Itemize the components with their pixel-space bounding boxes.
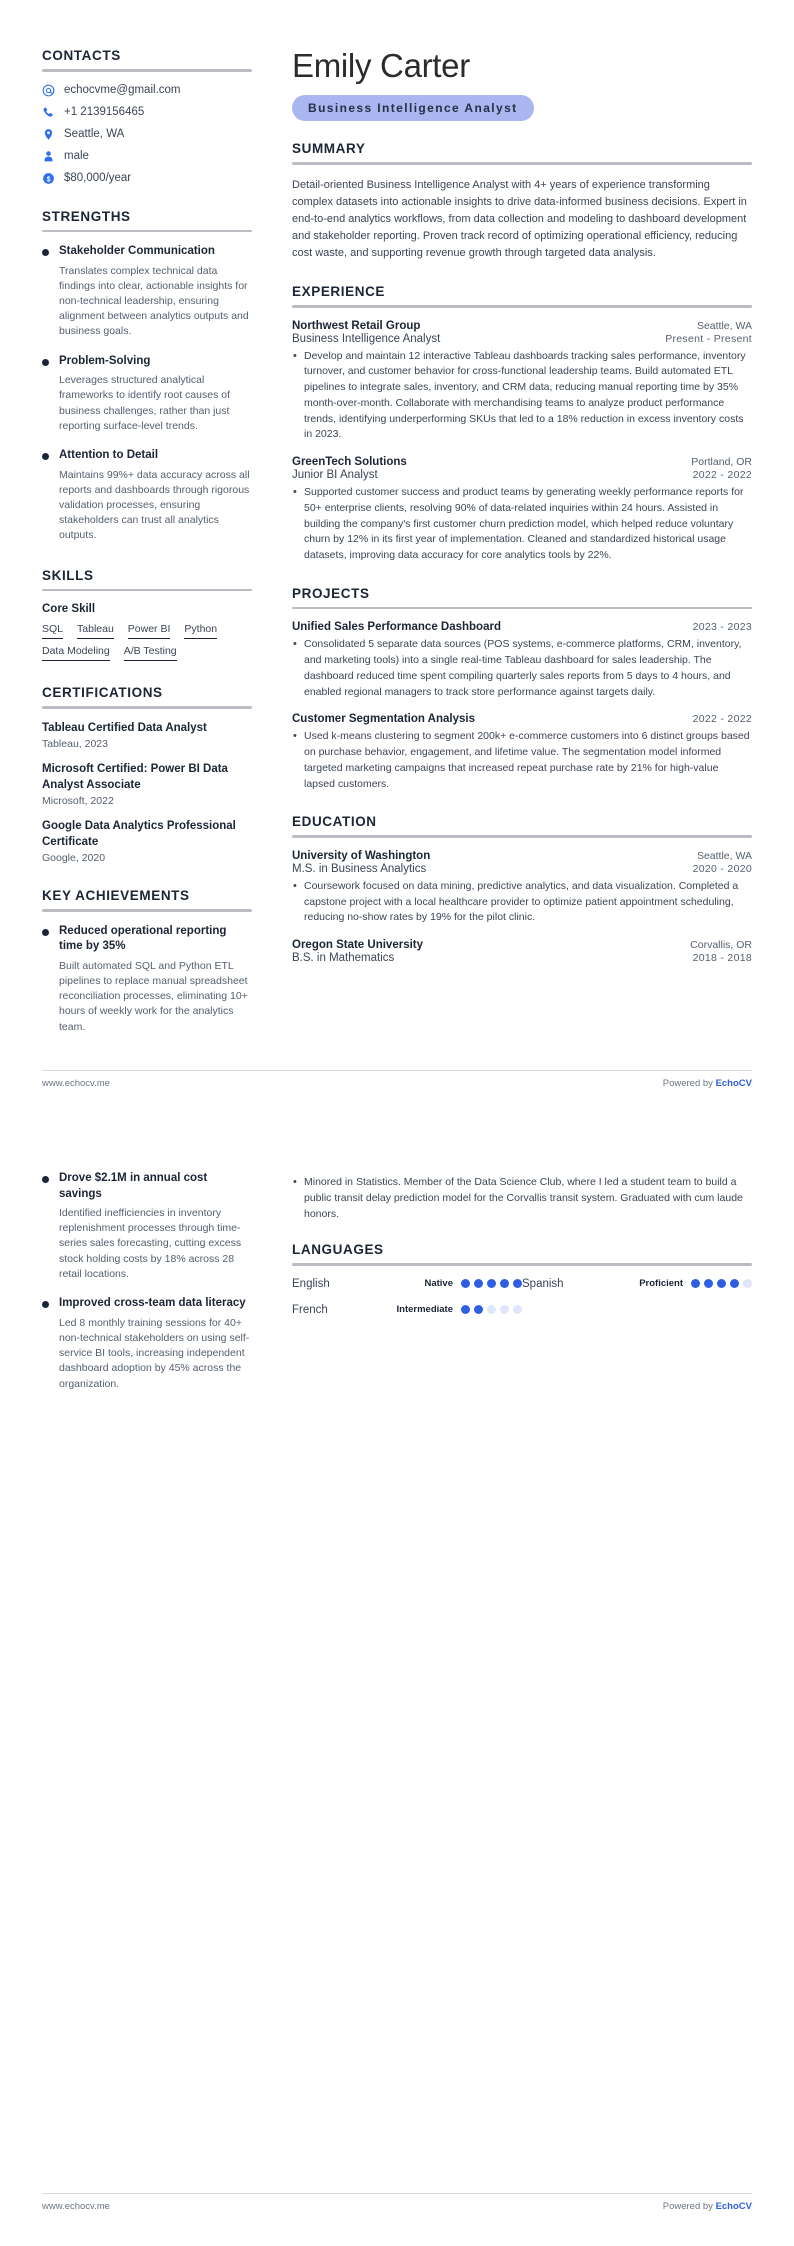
experience-bullet: • Develop and maintain 12 interactive Tableau dashboards tracking sales performance, inventory turnover, and customer behavior for cross-functional leadership teams. Build automated ETL pipelines to integrate sales, inventory, and CRM data, reducing manual reporting time by 35% month-over-month. Collaborate with merchandising teams to analyze product performance trends, identifying underperforming SKUs that led to a 18% reduction in excess inventory costs in 2023.: [292, 349, 752, 444]
key-achievements-section: [42, 888, 252, 1035]
main-column-continued: [274, 1171, 752, 1338]
bullet-dot-icon: [42, 453, 49, 460]
proficiency-dot: [513, 1279, 522, 1288]
proficiency-dot: [461, 1279, 470, 1288]
experience-heading: EXPERIENCE: [292, 284, 386, 300]
projects-heading: PROJECTS: [292, 585, 370, 601]
contact-salary-value: $80,000/year: [64, 172, 132, 184]
proficiency-dot: [474, 1305, 483, 1314]
strength-title: Problem-Solving: [59, 354, 151, 367]
project-bullet: • Consolidated 5 separate data sources (POS systems, e-commerce platforms, CRM, inventory, and marketing tools) into a single real-time Tableau dashboard for sales leadership. The dashboard reduced time spent compiling quarterly sales reports from 5 days to 4 hours, and enabled regional managers to track store performance against targets daily.: [292, 637, 752, 700]
languages-list: [292, 1278, 752, 1316]
page-1-columns: [42, 48, 752, 1059]
footer-powered-prefix: Powered by: [662, 2201, 716, 2212]
achievement-title: Reduced operational reporting time by 35%: [59, 924, 227, 953]
footer-brand-name: EchoCV: [715, 2201, 752, 2212]
strength-item: [42, 244, 252, 340]
education-institution: Oregon State University: [292, 939, 424, 952]
summary-heading: SUMMARY: [292, 141, 366, 157]
language-proficiency-dots: [691, 1279, 752, 1288]
experience-organization: GreenTech Solutions: [292, 456, 407, 469]
contact-email[interactable]: [42, 84, 252, 97]
section-divider: [42, 589, 252, 592]
education-entry: [292, 850, 752, 926]
achievement-description: Built automated SQL and Python ETL pipelines to replace manual spreadsheet reconciliation processes, eliminating 10+ hours of weekly work for the analytics team.: [59, 959, 248, 1033]
language-name: Spanish: [522, 1277, 564, 1290]
languages-section: [292, 1242, 752, 1316]
certifications-section: [42, 685, 252, 864]
contact-location-value: Seattle, WA: [64, 128, 125, 140]
summary-text: Detail-oriented Business Intelligence Analyst with 4+ years of experience transforming complex datasets into actionable insights to drive data-informed business decisions. Expert in end-to-end analytics workflows, from data collection and modeling to dashboard development and stakeholder reporting. Proven track record of optimizing operational efficiency, reducing cost waste, and supporting revenue growth through targeted data analysis.: [292, 178, 747, 259]
project-dates: 2023 - 2023: [692, 621, 752, 634]
location-pin-icon: [42, 128, 55, 141]
achievement-title: Drove $2.1M in annual cost savings: [59, 1172, 208, 1200]
projects-section: [292, 586, 752, 793]
certification-item: [42, 762, 252, 807]
footer-brand-name: EchoCV: [715, 1078, 752, 1089]
education-section: [292, 814, 752, 964]
proficiency-dot: [691, 1279, 700, 1288]
certifications-heading: CERTIFICATIONS: [42, 685, 163, 701]
section-divider: [42, 230, 252, 233]
footer-site-url[interactable]: www.echocv.me: [42, 1078, 110, 1089]
certification-item: [42, 819, 252, 864]
key-achievements-heading: KEY ACHIEVEMENTS: [42, 888, 190, 904]
experience-location: Seattle, WA: [696, 319, 752, 332]
experience-section: [292, 284, 752, 564]
education-location: Seattle, WA: [696, 849, 752, 862]
section-divider: [292, 607, 752, 610]
contact-gender: [42, 150, 252, 163]
proficiency-dot: [743, 1279, 752, 1288]
certification-issuer: Tableau, 2023: [42, 738, 108, 751]
experience-bullet: • Supported customer success and product teams by generating weekly performance reports for 50+ enterprise clients, resolving 90% of data-related inquiries within 24 hours. Assisted in building the company's first customer churn prediction model, which helped reduce voluntary churn by 12% in its first year of implementation. Cleaned and standardized historical usage datasets, improving data accuracy for core analytics tools by 22%.: [292, 485, 752, 564]
proficiency-dot: [500, 1305, 509, 1314]
experience-bullet-list: [292, 349, 752, 444]
bullet-dot-icon: [42, 1176, 49, 1183]
experience-role: Business Intelligence Analyst: [292, 332, 441, 345]
section-divider: [42, 69, 252, 72]
contact-phone[interactable]: [42, 106, 252, 119]
summary-section: [292, 141, 752, 262]
bullet-dot-icon: [42, 359, 49, 366]
education-bullet: • Minored in Statistics. Member of the Data Science Club, where I led a student team to build a public transit delay prediction model for the Corvallis transit system. Graduated with cum laude honors.: [292, 1175, 752, 1222]
language-proficiency-dots: [461, 1279, 522, 1288]
sidebar-column: [42, 48, 274, 1059]
strength-description: Maintains 99%+ data accuracy across all reports and dashboards through rigorous validation processes, ensuring stakeholders can trust all analytics outputs.: [59, 468, 250, 542]
footer-powered-by: [663, 2201, 752, 2212]
skills-section: [42, 568, 252, 662]
phone-icon: [42, 106, 55, 119]
experience-dates: 2022 - 2022: [692, 469, 752, 482]
strength-item: [42, 354, 252, 434]
experience-entry: [292, 456, 752, 564]
experience-role: Junior BI Analyst: [292, 469, 378, 482]
page-2-columns: [42, 1171, 752, 1406]
skills-heading: SKILLS: [42, 567, 94, 583]
project-entry: [292, 621, 752, 700]
strength-title: Attention to Detail: [59, 449, 159, 461]
project-bullet-list: [292, 729, 752, 792]
page-2-footer: [42, 2193, 752, 2212]
footer-divider: [42, 1070, 752, 1071]
strengths-heading: STRENGTHS: [42, 208, 131, 224]
person-icon: [42, 150, 55, 163]
language-level: Proficient: [639, 1278, 683, 1290]
bullet-dot-icon: [42, 249, 49, 256]
contact-gender-value: male: [64, 150, 89, 162]
language-item: [292, 1278, 522, 1290]
contact-email-value: echocvme@gmail.com: [64, 84, 181, 96]
certification-name: Microsoft Certified: Power BI Data Analyst Associate: [42, 763, 228, 791]
skill-tag: Python: [184, 623, 217, 639]
proficiency-dot: [704, 1279, 713, 1288]
language-item: [292, 1304, 522, 1316]
project-entry: [292, 713, 752, 792]
skill-tag: Data Modeling: [42, 645, 110, 661]
project-dates: 2022 - 2022: [692, 713, 752, 726]
education-institution: University of Washington: [292, 849, 431, 862]
languages-heading: LANGUAGES: [292, 1242, 384, 1258]
strength-title: Stakeholder Communication: [59, 245, 215, 257]
achievement-title: Improved cross-team data literacy: [59, 1297, 246, 1310]
contact-salary: [42, 172, 252, 185]
experience-location: Portland, OR: [691, 456, 752, 469]
skill-tag: Power BI: [128, 623, 171, 639]
language-name: French: [292, 1303, 328, 1316]
contacts-section: [42, 48, 252, 185]
proficiency-dot: [461, 1305, 470, 1314]
achievement-item: [42, 1171, 252, 1282]
contact-phone-value: +1 2139156465: [64, 106, 145, 118]
proficiency-dot: [513, 1305, 522, 1314]
proficiency-dot: [500, 1279, 509, 1288]
svg-text:$: $: [46, 175, 51, 183]
achievement-item: [42, 1296, 252, 1392]
bullet-dot-icon: [42, 929, 49, 936]
skill-tag: A/B Testing: [124, 645, 177, 661]
sidebar-column-continued: [42, 1171, 274, 1406]
achievement-description: Led 8 monthly training sessions for 40+ non-technical stakeholders on using self-service BI tools, increasing independent dashboard adoption by 45% across the organization.: [59, 1316, 250, 1390]
education-degree: B.S. in Mathematics: [292, 952, 395, 965]
section-divider: [42, 909, 252, 912]
page-title: Emily Carter: [292, 47, 470, 84]
section-divider: [292, 835, 752, 838]
page-1-footer: [42, 1070, 752, 1089]
proficiency-dot: [474, 1279, 483, 1288]
bullet-dot-icon: [42, 1301, 49, 1308]
section-divider: [292, 305, 752, 308]
proficiency-dot: [487, 1305, 496, 1314]
footer-powered-prefix: Powered by: [662, 1078, 716, 1089]
strength-description: Translates complex technical data findings into clear, actionable insights for non-technical leadership, ensuring alignment between analytics outputs and business goals.: [59, 264, 249, 338]
certification-issuer: Google, 2020: [42, 852, 106, 865]
strength-item: [42, 448, 252, 544]
education-bullet: • Coursework focused on data mining, predictive analytics, and data visualization. Completed a capstone project with a local healthcare provider to optimize patient appointment scheduling, reducing no-show rates by 19% for the pilot clinic.: [292, 879, 752, 926]
contact-location: [42, 128, 252, 141]
education-degree: M.S. in Business Analytics: [292, 862, 427, 875]
language-level: Native: [424, 1278, 453, 1290]
project-name: Unified Sales Performance Dashboard: [292, 621, 501, 634]
project-name: Customer Segmentation Analysis: [292, 713, 475, 726]
education-location: Corvallis, OR: [690, 939, 752, 952]
project-bullet-list: [292, 637, 752, 700]
email-icon: [42, 84, 55, 97]
certification-name: Google Data Analytics Professional Certificate: [42, 820, 236, 848]
language-level: Intermediate: [396, 1304, 453, 1316]
education-dates: 2020 - 2020: [692, 862, 752, 875]
language-proficiency-dots: [461, 1305, 522, 1314]
education-dates: 2018 - 2018: [692, 952, 752, 965]
experience-organization: Northwest Retail Group: [292, 319, 421, 332]
skill-tag-list: [42, 623, 252, 661]
job-title-badge: Business Intelligence Analyst: [292, 95, 534, 121]
education-bullet-list-continued: [292, 1175, 752, 1222]
footer-powered-by: [663, 1078, 752, 1089]
strengths-section: [42, 209, 252, 544]
language-name: English: [292, 1277, 330, 1290]
skill-tag: Tableau: [77, 623, 114, 639]
contacts-heading: CONTACTS: [42, 48, 121, 63]
main-column: [274, 48, 752, 986]
skill-tag: SQL: [42, 623, 63, 639]
salary-icon: [42, 172, 55, 185]
achievement-description: Identified inefficiencies in inventory replenishment processes through time-series sales forecasting, cutting excess stock holding costs by 18% across 28 retail locations.: [59, 1207, 242, 1280]
education-heading: EDUCATION: [292, 814, 377, 830]
experience-bullet-list: [292, 485, 752, 564]
proficiency-dot: [717, 1279, 726, 1288]
experience-entry: [292, 320, 752, 444]
proficiency-dot: [487, 1279, 496, 1288]
section-divider: [292, 1263, 752, 1266]
footer-divider: [42, 2193, 752, 2194]
certification-issuer: Microsoft, 2022: [42, 795, 114, 808]
certification-item: [42, 721, 252, 751]
achievement-item: [42, 924, 252, 1035]
footer-site-url[interactable]: www.echocv.me: [42, 2201, 110, 2212]
education-entry: [292, 939, 752, 964]
section-divider: [292, 162, 752, 165]
certification-name: Tableau Certified Data Analyst: [42, 721, 207, 734]
experience-dates: Present - Present: [665, 332, 752, 345]
resume-page-2: [0, 1123, 794, 2246]
project-bullet: • Used k-means clustering to segment 200k+ e-commerce customers into 6 distinct groups based on purchase behavior, engagement, and lifetime value. The segmentation model informed targeted marketing campaigns that increased repeat purchase rate by 21% for high-value lapsed customers.: [292, 729, 752, 792]
strength-description: Leverages structured analytical frameworks to identify root causes of business challenges, rather than just reporting surface-level trends.: [59, 374, 230, 432]
section-divider: [42, 706, 252, 709]
skills-group-label: Core Skill: [42, 603, 96, 616]
education-bullet-list: [292, 879, 752, 926]
language-item: [522, 1278, 752, 1290]
proficiency-dot: [730, 1279, 739, 1288]
